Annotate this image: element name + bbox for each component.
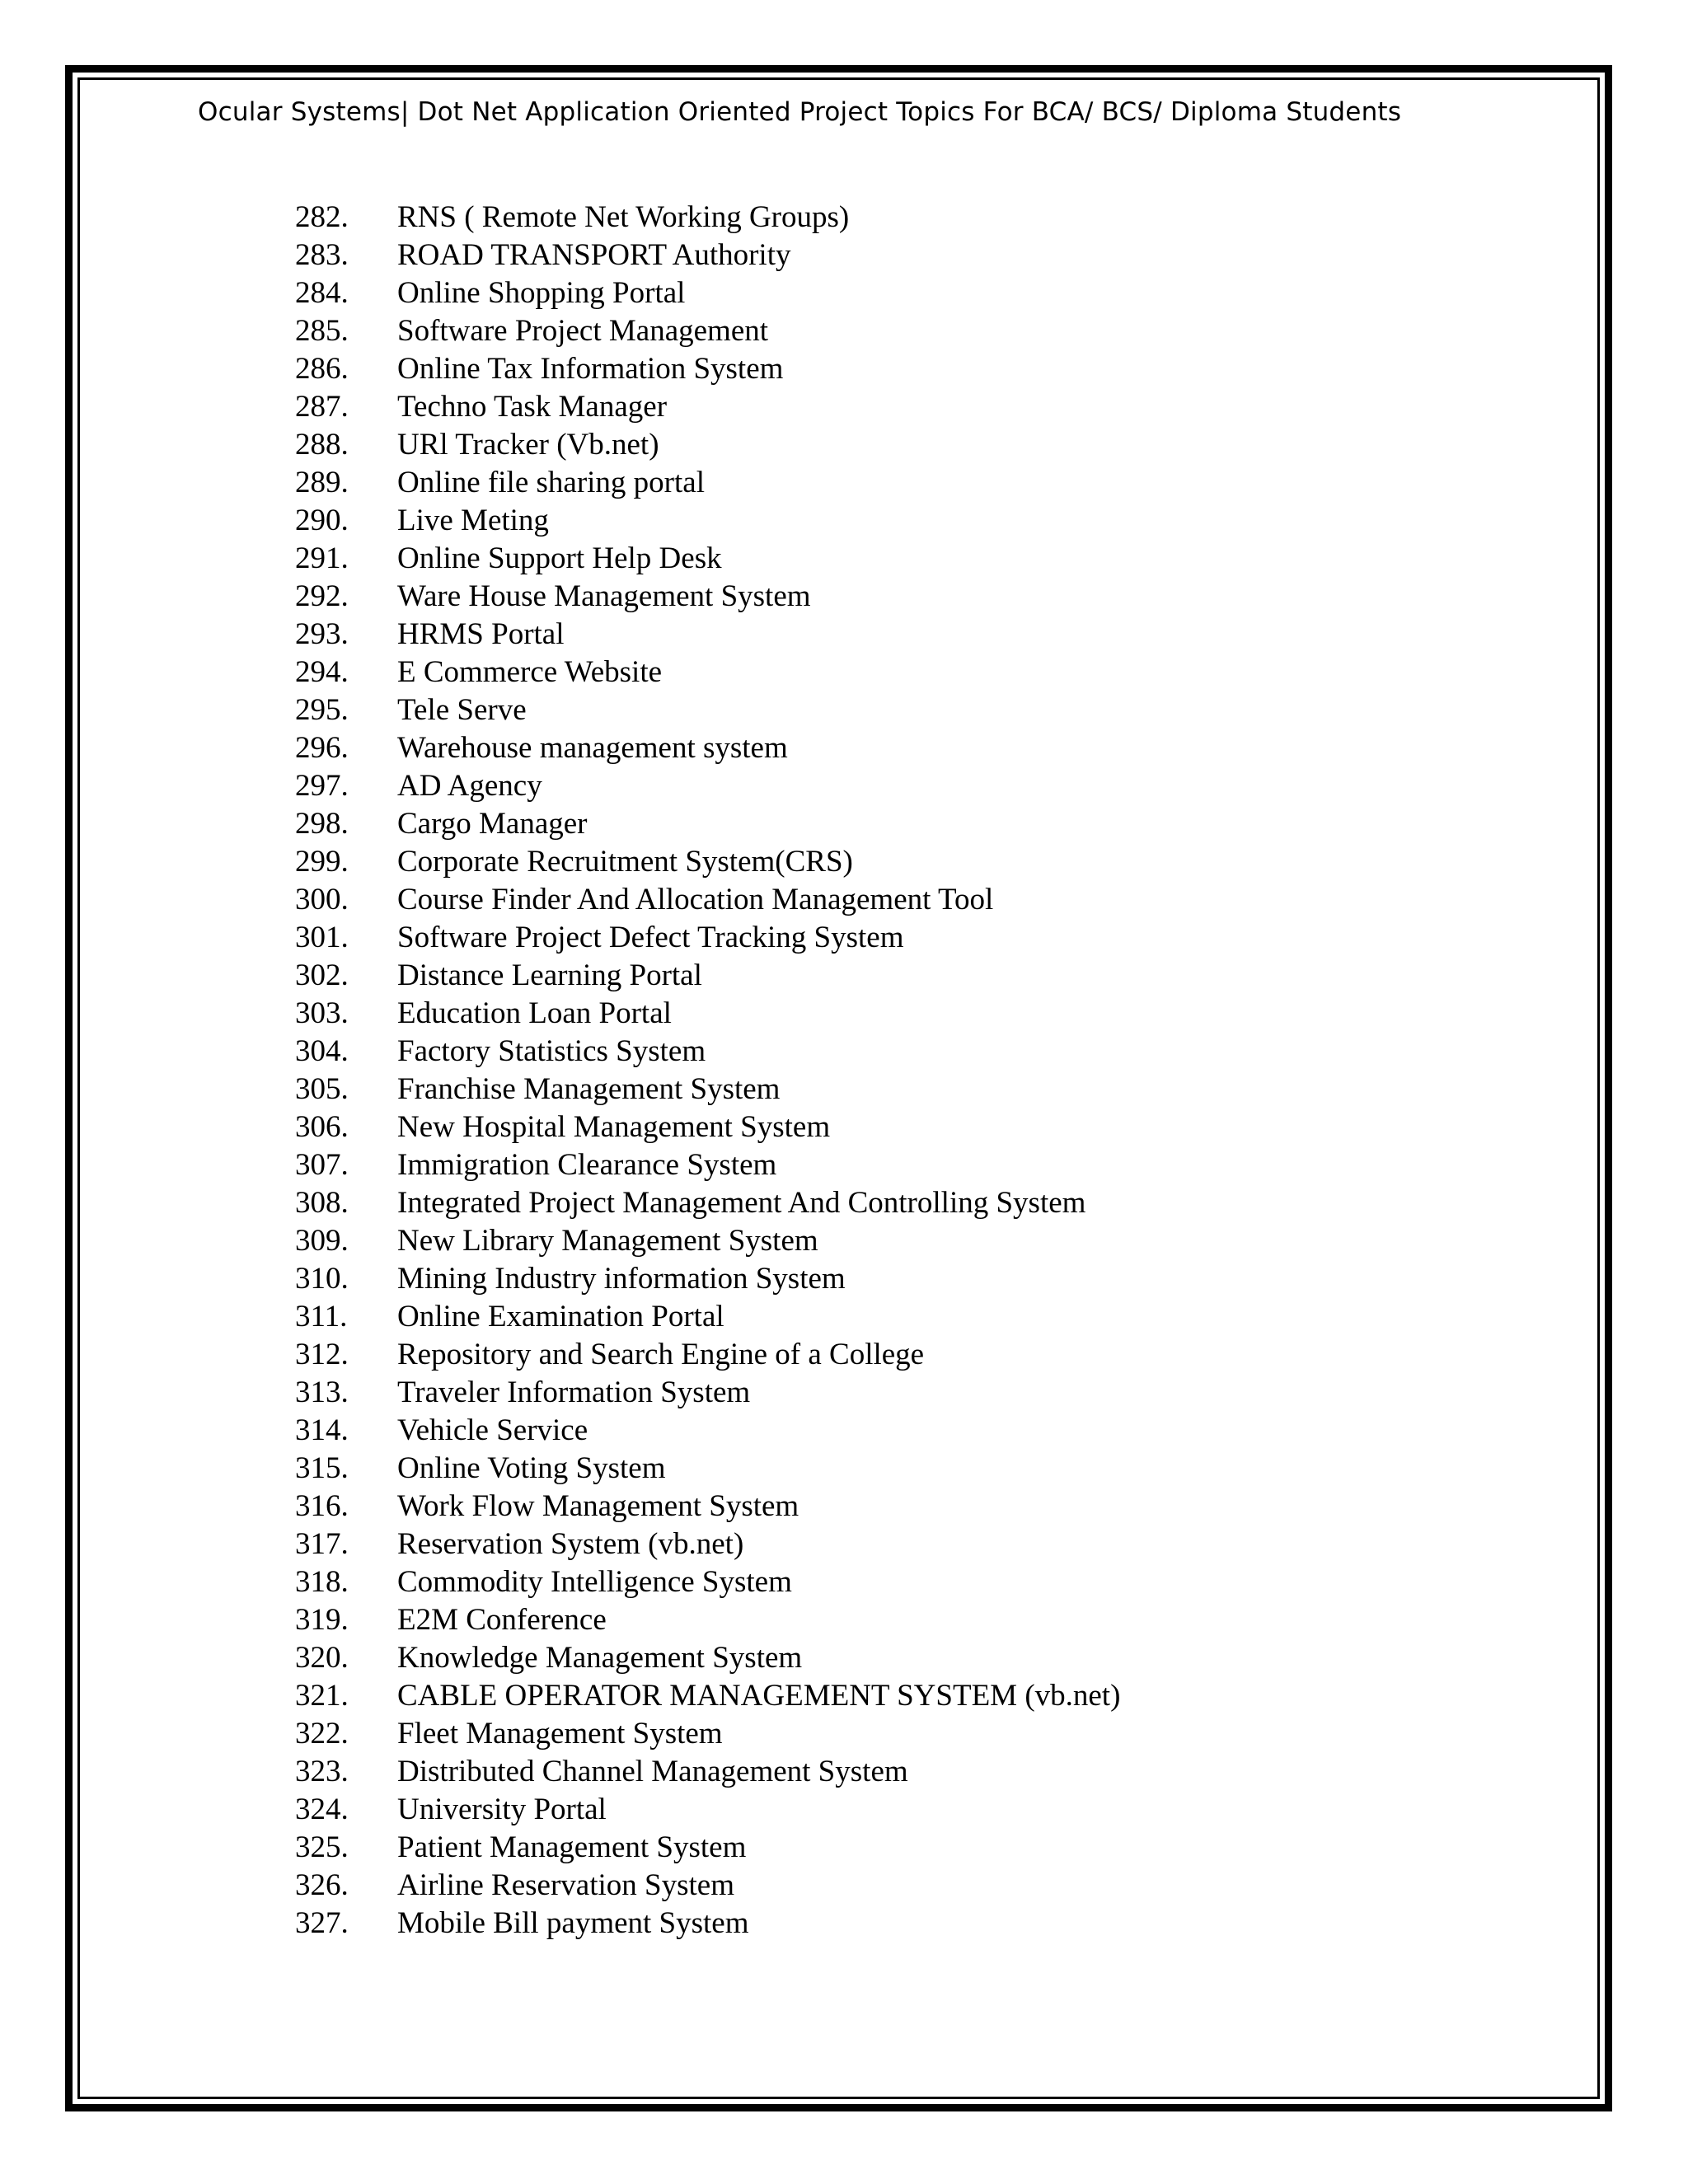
topic-title: Course Finder And Allocation Management Tool [397, 883, 994, 916]
list-item [0, 426, 1688, 464]
topic-number: 325. [295, 1830, 349, 1864]
topic-title: Traveler Information System [397, 1376, 751, 1409]
topic-title: Online Tax Information System [397, 352, 784, 386]
list-item [0, 274, 1688, 312]
topic-title: HRMS Portal [397, 617, 565, 651]
list-item [0, 1298, 1688, 1336]
topic-title: Integrated Project Management And Controlling System [397, 1186, 1086, 1220]
topic-title: Cargo Manager [397, 807, 588, 841]
topic-number: 292. [295, 579, 349, 613]
topic-number: 322. [295, 1717, 349, 1750]
topic-number: 326. [295, 1868, 349, 1902]
topic-number: 320. [295, 1641, 349, 1675]
list-item [0, 237, 1688, 274]
topic-number: 314. [295, 1413, 349, 1447]
topic-title: Franchise Management System [397, 1072, 781, 1106]
topic-title: URl Tracker (Vb.net) [397, 428, 659, 462]
topic-title: ROAD TRANSPORT Authority [397, 238, 791, 272]
list-item [0, 1905, 1688, 1943]
list-item [0, 1829, 1688, 1867]
topic-number: 283. [295, 238, 349, 272]
topic-number: 303. [295, 996, 349, 1030]
topic-number: 315. [295, 1451, 349, 1485]
topic-title: Online Shopping Portal [397, 276, 686, 310]
topic-number: 296. [295, 731, 349, 765]
topic-title: Ware House Management System [397, 579, 811, 613]
list-item [0, 350, 1688, 388]
topic-title: Reservation System (vb.net) [397, 1527, 744, 1561]
topic-number: 323. [295, 1755, 349, 1788]
list-item [0, 995, 1688, 1033]
topic-number: 311. [295, 1300, 348, 1333]
topic-title: Techno Task Manager [397, 390, 668, 424]
topic-title: Distributed Channel Management System [397, 1755, 908, 1788]
topic-number: 317. [295, 1527, 349, 1561]
topic-number: 309. [295, 1224, 349, 1258]
topic-number: 299. [295, 845, 349, 879]
document-header: Ocular Systems| Dot Net Application Oriented Project Topics For BCA/ BCS/ Diploma Students [198, 97, 1402, 127]
topic-number: 307. [295, 1148, 349, 1182]
topic-number: 300. [295, 883, 349, 916]
list-item [0, 502, 1688, 540]
topic-number: 324. [295, 1793, 349, 1826]
topic-number: 288. [295, 428, 349, 462]
topic-title: Factory Statistics System [397, 1034, 706, 1068]
topic-number: 284. [295, 276, 349, 310]
topic-number: 295. [295, 693, 349, 727]
topic-number: 312. [295, 1338, 349, 1371]
list-item [0, 1260, 1688, 1298]
topic-number: 302. [295, 958, 349, 992]
list-item [0, 1601, 1688, 1639]
topic-title: Commodity Intelligence System [397, 1565, 792, 1599]
topic-title: Warehouse management system [397, 731, 788, 765]
topic-number: 316. [295, 1489, 349, 1523]
topic-title: Fleet Management System [397, 1717, 723, 1750]
list-item [0, 1184, 1688, 1222]
topic-title: Repository and Search Engine of a College [397, 1338, 925, 1371]
list-item [0, 919, 1688, 957]
list-item [0, 578, 1688, 616]
list-item [0, 654, 1688, 691]
topic-number: 305. [295, 1072, 349, 1106]
list-item [0, 199, 1688, 237]
topic-title: Online Support Help Desk [397, 541, 722, 575]
list-item [0, 1715, 1688, 1753]
topic-number: 294. [295, 655, 349, 689]
list-item [0, 1791, 1688, 1829]
topic-number: 285. [295, 314, 349, 348]
list-item [0, 616, 1688, 654]
list-item [0, 1374, 1688, 1412]
topic-title: Patient Management System [397, 1830, 747, 1864]
topic-title: Corporate Recruitment System(CRS) [397, 845, 853, 879]
list-item [0, 1450, 1688, 1488]
topic-number: 301. [295, 921, 349, 954]
list-item [0, 1488, 1688, 1526]
topic-title: University Portal [397, 1793, 607, 1826]
list-item [0, 843, 1688, 881]
topic-title: Online Voting System [397, 1451, 666, 1485]
list-item [0, 1677, 1688, 1715]
list-item [0, 1146, 1688, 1184]
list-item [0, 957, 1688, 995]
topic-title: Knowledge Management System [397, 1641, 803, 1675]
topic-title: Online Examination Portal [397, 1300, 724, 1333]
topic-number: 293. [295, 617, 349, 651]
topic-title: Education Loan Portal [397, 996, 672, 1030]
topic-number: 289. [295, 466, 349, 499]
topic-number: 287. [295, 390, 349, 424]
topic-number: 282. [295, 200, 349, 234]
topic-number: 298. [295, 807, 349, 841]
list-item [0, 1639, 1688, 1677]
topic-number: 286. [295, 352, 349, 386]
topic-title: Mining Industry information System [397, 1262, 846, 1296]
topic-number: 306. [295, 1110, 349, 1144]
topic-number: 290. [295, 504, 349, 537]
list-item [0, 1108, 1688, 1146]
list-item [0, 805, 1688, 843]
list-item [0, 1526, 1688, 1563]
list-item [0, 691, 1688, 729]
topic-title: Airline Reservation System [397, 1868, 734, 1902]
list-item [0, 312, 1688, 350]
topic-number: 319. [295, 1603, 349, 1637]
topic-title: Live Meting [397, 504, 549, 537]
list-item [0, 729, 1688, 767]
topic-number: 310. [295, 1262, 349, 1296]
topic-title: Work Flow Management System [397, 1489, 799, 1523]
list-item [0, 388, 1688, 426]
topic-title: New Hospital Management System [397, 1110, 831, 1144]
list-item [0, 1563, 1688, 1601]
topic-number: 291. [295, 541, 349, 575]
list-item [0, 1071, 1688, 1108]
topic-number: 318. [295, 1565, 349, 1599]
topic-number: 304. [295, 1034, 349, 1068]
list-item [0, 1867, 1688, 1905]
topic-title: Software Project Defect Tracking System [397, 921, 904, 954]
list-item [0, 1222, 1688, 1260]
list-item [0, 464, 1688, 502]
topic-number: 327. [295, 1906, 349, 1940]
topic-number: 297. [295, 769, 349, 803]
topic-number: 313. [295, 1376, 349, 1409]
topic-title: Software Project Management [397, 314, 769, 348]
topic-title: RNS ( Remote Net Working Groups) [397, 200, 850, 234]
list-item [0, 767, 1688, 805]
topic-title: Immigration Clearance System [397, 1148, 777, 1182]
list-item [0, 881, 1688, 919]
list-item [0, 1336, 1688, 1374]
topic-title: E Commerce Website [397, 655, 663, 689]
topic-number: 321. [295, 1679, 349, 1713]
list-item [0, 1753, 1688, 1791]
list-item [0, 540, 1688, 578]
topic-title: Tele Serve [397, 693, 527, 727]
topic-title: AD Agency [397, 769, 542, 803]
topic-title: Mobile Bill payment System [397, 1906, 749, 1940]
topic-number: 308. [295, 1186, 349, 1220]
topic-title: Distance Learning Portal [397, 958, 702, 992]
topic-list [0, 199, 1688, 1943]
topic-title: CABLE OPERATOR MANAGEMENT SYSTEM (vb.net) [397, 1679, 1121, 1713]
topic-title: E2M Conference [397, 1603, 607, 1637]
topic-title: New Library Management System [397, 1224, 818, 1258]
list-item [0, 1033, 1688, 1071]
topic-title: Vehicle Service [397, 1413, 588, 1447]
topic-title: Online file sharing portal [397, 466, 705, 499]
list-item [0, 1412, 1688, 1450]
